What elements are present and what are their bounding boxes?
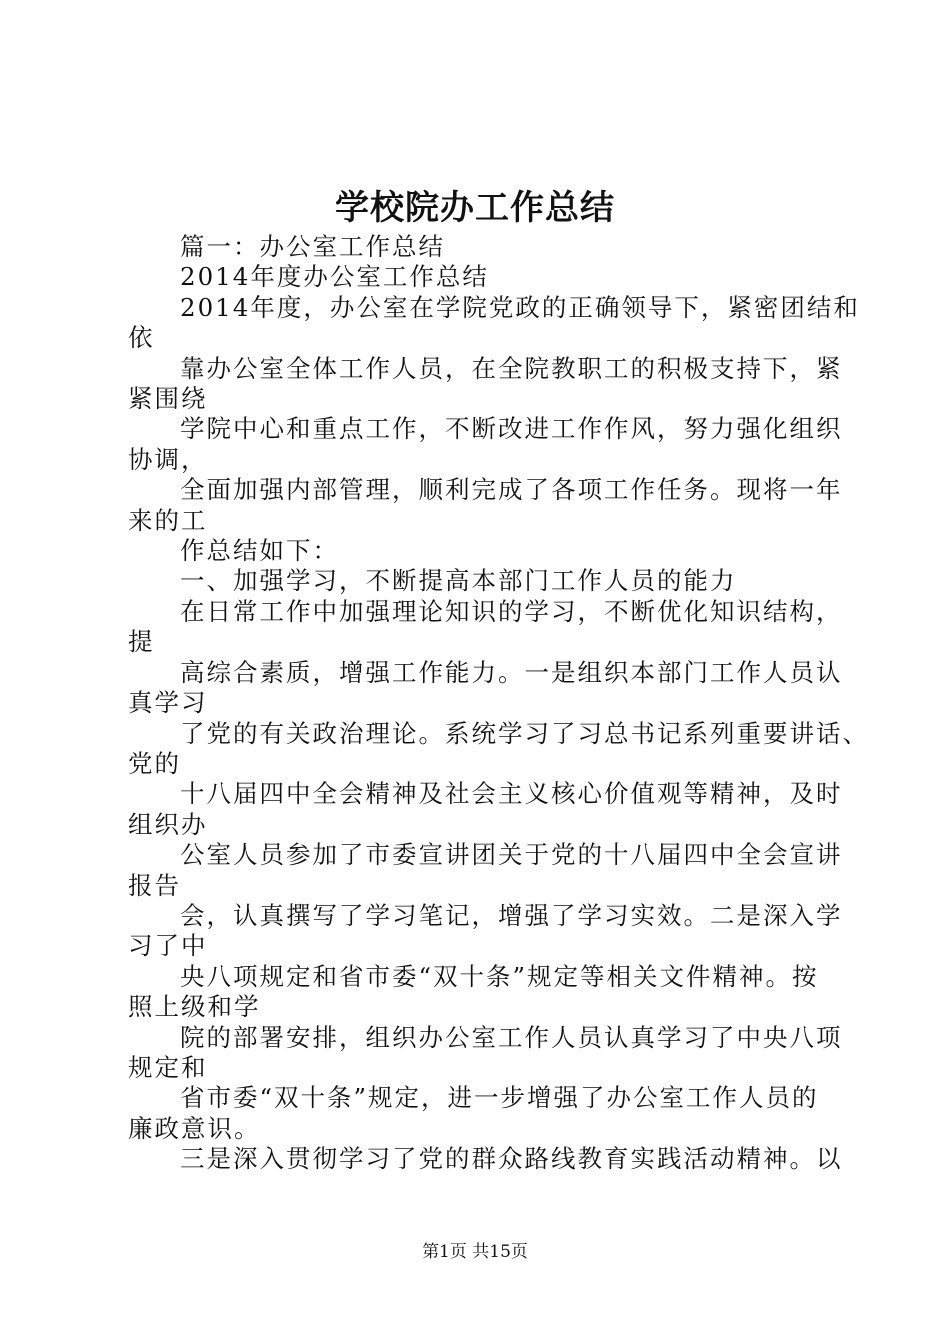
body-line: 照上级和学 bbox=[128, 992, 261, 1022]
body-line: 篇一：办公室工作总结 bbox=[180, 232, 445, 261]
body-line: 公室人员参加了市委宣讲团关于党的十八届四中全会宣讲 bbox=[180, 840, 843, 870]
body-line: 会，认真撰写了学习笔记，增强了学习实效。二是深入学 bbox=[180, 900, 843, 930]
body-line: 院的部署安排，组织办公室工作人员认真学习了中央八项 bbox=[180, 1022, 843, 1052]
document-title: 学校院办工作总结 bbox=[335, 188, 615, 228]
body-line: 学院中心和重点工作，不断改进工作作风，努力强化组织 bbox=[180, 414, 843, 444]
body-line: 一、加强学习，不断提高本部门工作人员的能力 bbox=[180, 566, 737, 596]
body-line: 高综合素质，增强工作能力。一是组织本部门工作人员认 bbox=[180, 657, 843, 687]
body-line: 廉政意识。 bbox=[128, 1113, 261, 1143]
body-line: 紧围绕 bbox=[128, 384, 208, 414]
body-line: 三是深入贯彻学习了党的群众路线教育实践活动精神。以 bbox=[180, 1144, 843, 1174]
body-line: 全面加强内部管理，顺利完成了各项工作任务。现将一年 bbox=[180, 475, 843, 505]
body-line: 党的 bbox=[128, 748, 181, 778]
body-line: 2014年度，办公室在学院党政的正确领导下，紧密团结和 bbox=[180, 292, 860, 322]
body-line: 真学习 bbox=[128, 688, 208, 718]
body-line: 省市委“双十条”规定，进一步增强了办公室工作人员的 bbox=[180, 1083, 819, 1113]
body-line: 十八届四中全会精神及社会主义核心价值观等精神，及时 bbox=[180, 779, 843, 809]
body-line: 组织办 bbox=[128, 809, 208, 839]
body-line: 习了中 bbox=[128, 931, 208, 961]
body-line: 依 bbox=[128, 323, 155, 353]
body-line: 在日常工作中加强理论知识的学习，不断优化知识结构， bbox=[180, 596, 843, 626]
document-body bbox=[128, 232, 869, 1175]
page-footer: 第1页 共15页 bbox=[422, 1242, 528, 1262]
body-line: 央八项规定和省市委“双十条”规定等相关文件精神。按 bbox=[180, 961, 819, 991]
body-line: 协调， bbox=[128, 444, 208, 474]
body-line: 2014年度办公室工作总结 bbox=[180, 262, 489, 292]
body-line: 靠办公室全体工作人员，在全院教职工的积极支持下，紧 bbox=[180, 353, 843, 383]
body-line: 作总结如下： bbox=[180, 536, 339, 566]
body-line: 来的工 bbox=[128, 505, 208, 535]
body-line: 报告 bbox=[128, 870, 181, 900]
body-line: 了党的有关政治理论。系统学习了习总书记系列重要讲话、 bbox=[180, 718, 869, 748]
body-line: 提 bbox=[128, 627, 155, 657]
body-line: 规定和 bbox=[128, 1052, 208, 1082]
